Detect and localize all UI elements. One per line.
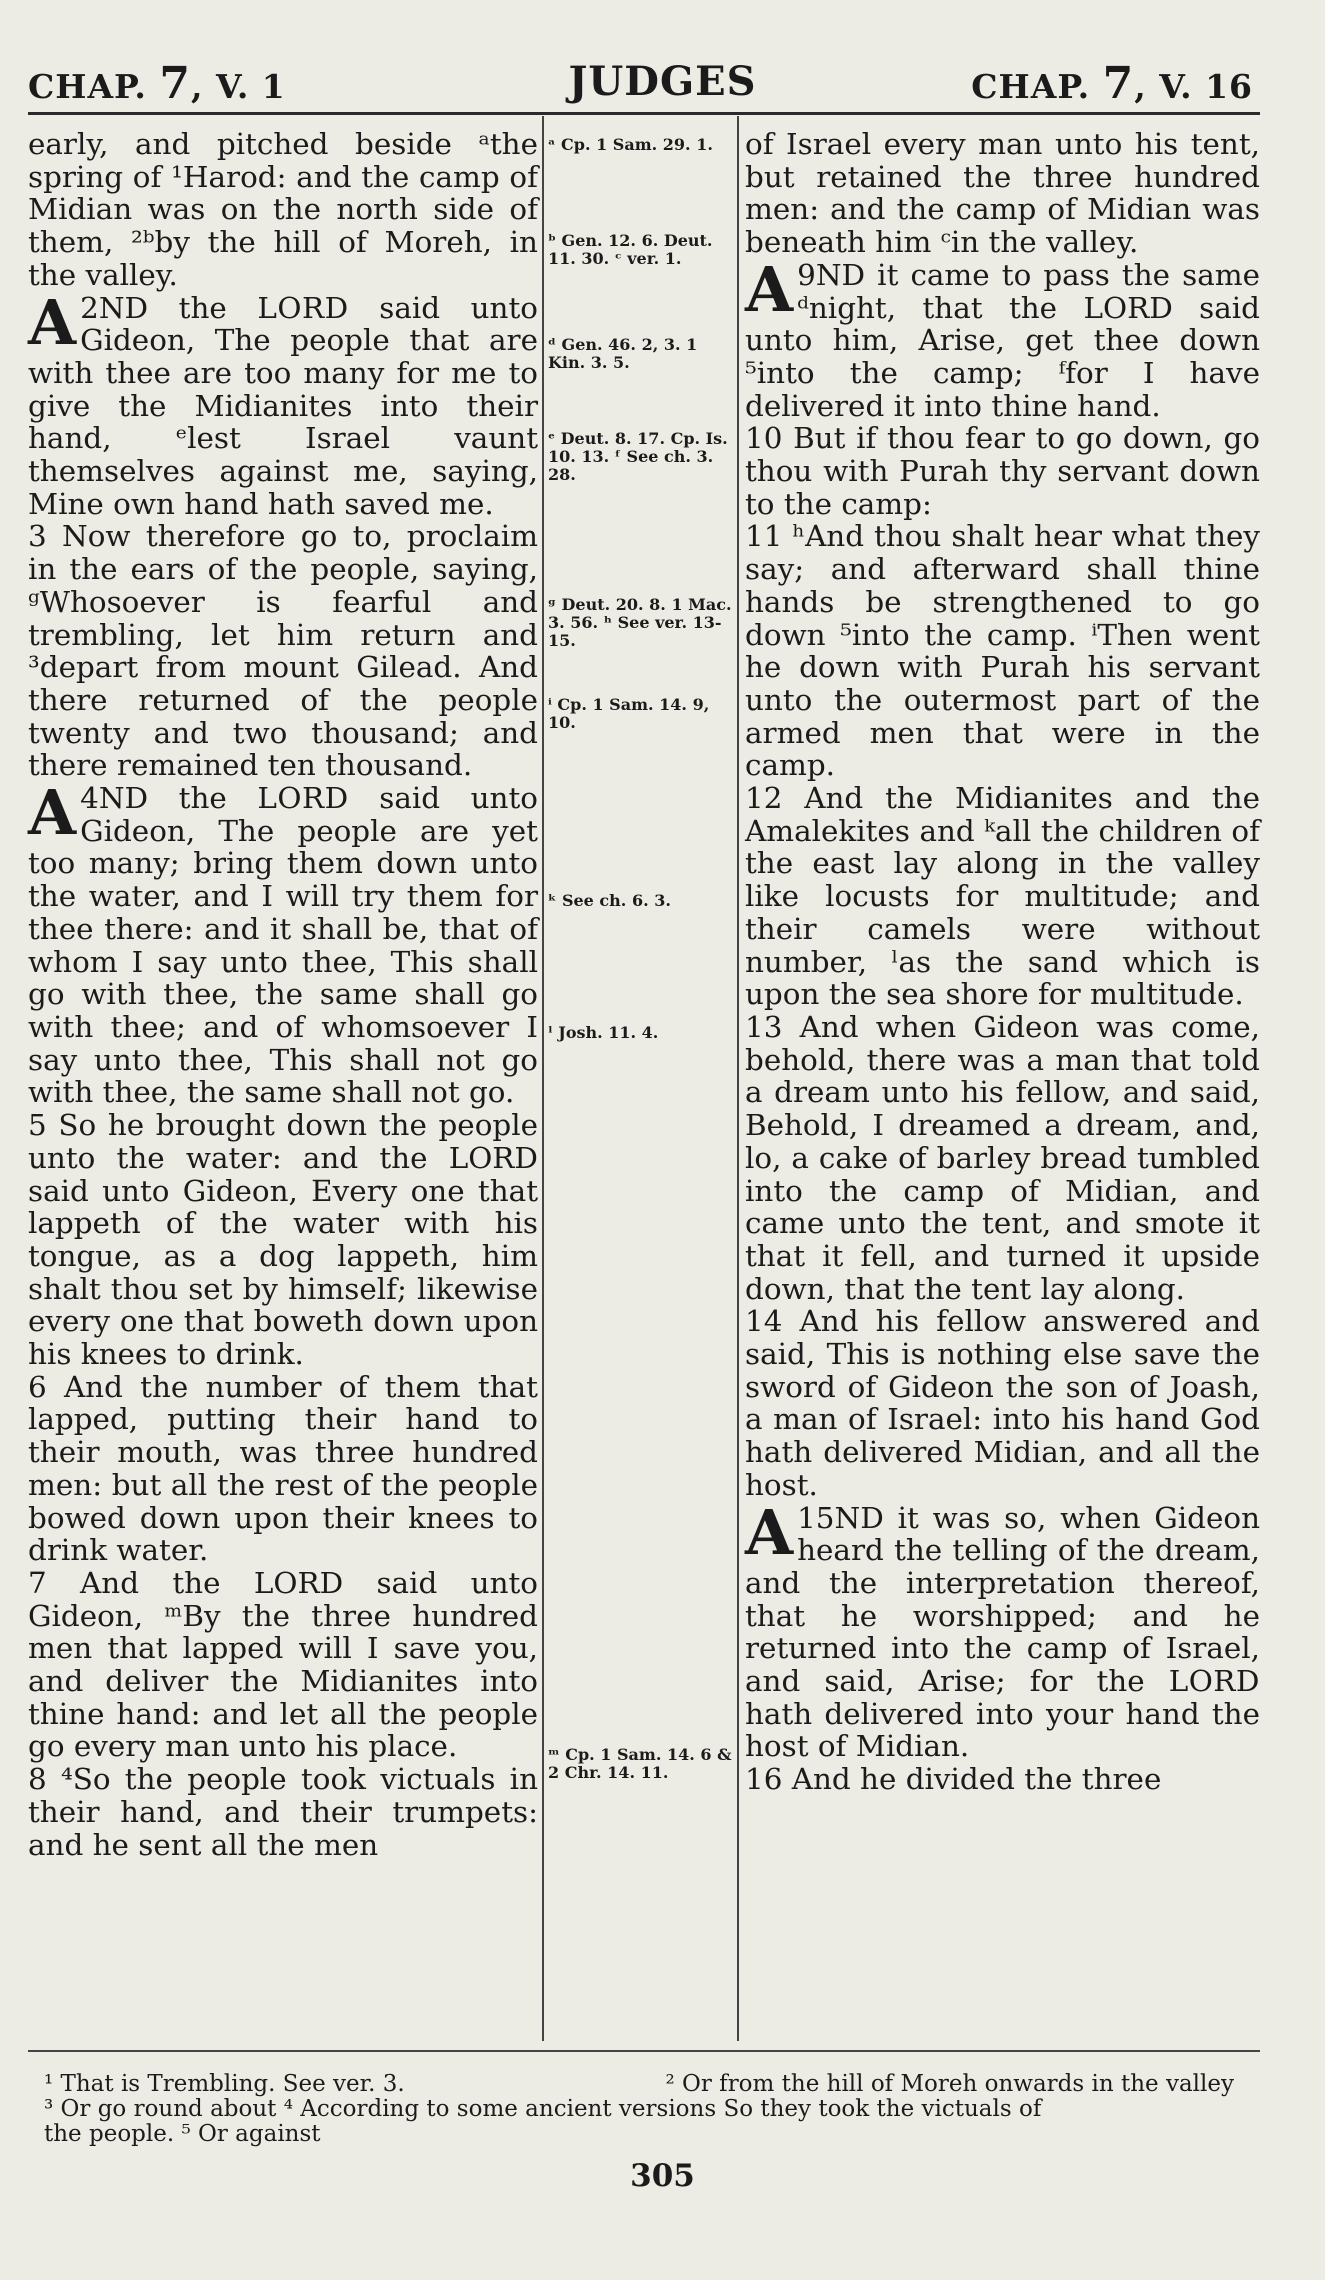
verse-paragraph: 9 A ND it came to pass the same ᵈnight, that the LORD said unto him, Arise, get thee down ⁵into the camp; ᶠfor I have delivered it into thine hand.: [745, 252, 1260, 423]
drop-cap: A: [28, 776, 77, 850]
book-title: JUDGES: [568, 58, 757, 105]
footnote-line: the people. ⁵ Or against: [44, 2121, 321, 2147]
verse-paragraph: 2 A ND the LORD said unto Gideon, The people that are with thee are too many for me to give the Midianites into their hand, ᵉlest Israel vaunt themselves against me, saying, Mine own hand hath saved me.: [28, 285, 538, 521]
header-right-chapter: CHAP. 7, V. 16: [971, 58, 1253, 109]
left-text-column: [28, 128, 538, 1861]
right-text-column: [745, 128, 1260, 1796]
cross-reference: ᵏ See ch. 6. 3.: [548, 891, 671, 910]
verse-paragraph: 12 And the Midianites and the Amalekites and ᵏall the children of the east lay along in the valley like locusts for multitude; and their camels were without number, ˡas the sand which is upon the sea shore for multitude.: [745, 781, 1260, 1012]
cross-reference: ˡ Josh. 11. 4.: [548, 1023, 659, 1042]
drop-cap: A: [745, 1495, 794, 1569]
footnote-line: ³ Or go round about ⁴ According to some ancient versions So they took the victuals of: [44, 2096, 1042, 2122]
verse-paragraph: 15 A ND it was so, when Gideon heard the telling of the dream, and the interpretation thereof, that he worshipped; and he returned into the camp of Israel, and said, Arise; for the LORD hath delivered into your hand the host of Midian.: [745, 1495, 1260, 1764]
verse-paragraph: 6 And the number of them that lapped, putting their hand to their mouth, was three hundred men: but all the rest of the people bowed down upon their knees to drink water.: [28, 1369, 538, 1568]
cross-reference: ᵍ Deut. 20. 8. 1 Mac. 3. 56. ʰ See ver. 13-15.: [548, 595, 732, 650]
verse-paragraph: early, and pitched beside ᵃthe spring of ¹Harod: and the camp of Midian was on the north side of them, ²ᵇby the hill of Moreh, in the valley.: [28, 127, 538, 292]
cross-reference: ᵇ Gen. 12. 6. Deut. 11. 30. ᶜ ver. 1.: [548, 231, 713, 268]
header-left-chapter: CHAP. 7, V. 1: [28, 58, 286, 109]
verse-paragraph: 10 But if thou fear to go down, go thou with Purah thy servant down to the camp:: [745, 421, 1260, 521]
verse-paragraph: 16 And he divided the three: [745, 1762, 1162, 1797]
verse-paragraph: of Israel every man unto his tent, but retained the three hundred men: and the camp of Midian was beneath him ᶜin the valley.: [745, 127, 1260, 260]
drop-cap: A: [745, 252, 794, 326]
cross-reference: ᵐ Cp. 1 Sam. 14. 6 & 2 Chr. 14. 11.: [548, 1745, 732, 1782]
footnotes: [44, 2072, 1264, 2147]
verse-paragraph: 13 And when Gideon was come, behold, there was a man that told a dream unto his fellow, and said, Behold, I dreamed a dream, and, lo, a cake of barley bread tumbled into the camp of Midian, and came unto the tent, and smote it that it fell, and turned it upside down, that the tent lay along.: [745, 1009, 1260, 1306]
cross-reference: ᵈ Gen. 46. 2, 3. 1 Kin. 3. 5.: [548, 335, 698, 372]
header-rule: [28, 112, 1260, 115]
footnote-line: ¹ That is Trembling. See ver. 3. ² Or from the hill of Moreh onwards in the valley: [44, 2071, 1234, 2097]
column-rule-right: [737, 116, 739, 2041]
verse-paragraph: 3 Now therefore go to, proclaim in the ears of the people, saying, ᵍWhosoever is fearful and trembling, let him return and ³depart from mount Gilead. And there returned of the people twenty and two thousand; and there remained ten thousand.: [28, 519, 538, 783]
cross-reference: ⁱ Cp. 1 Sam. 14. 9, 10.: [548, 695, 710, 732]
page-number: 305: [630, 2158, 695, 2194]
verse-paragraph: 7 And the LORD said unto Gideon, ᵐBy the three hundred men that lapped will I save you, and deliver the Midianites into thine hand: and let all the people go every man unto his place.: [28, 1565, 538, 1764]
verse-paragraph: 4 A ND the LORD said unto Gideon, The people are yet too many; bring them down unto the water, and I will try them for thee there: and it shall be, that of whom I say unto thee, This shall go with thee, the same shall go with thee; and of whomsoever I say unto thee, This shall not go with thee, the same shall not go.: [28, 776, 538, 1110]
verse-paragraph: 14 And his fellow answered and said, This is nothing else save the sword of Gideon the son of Joash, a man of Israel: into his hand God hath delivered Midian, and all the host.: [745, 1304, 1260, 1502]
verse-paragraph: 8 ⁴So the people took victuals in their hand, and their trumpets: and he sent all the men: [28, 1762, 538, 1862]
verse-paragraph: 5 So he brought down the people unto the water: and the LORD said unto Gideon, Every one that lappeth of the water with his tongue, as a dog lappeth, him shalt thou set by himself; likewise every one that boweth down upon his knees to drink.: [28, 1108, 538, 1372]
column-rule-left: [542, 116, 544, 2041]
cross-reference: ᵃ Cp. 1 Sam. 29. 1.: [548, 135, 713, 154]
verse-paragraph: 11 ʰAnd thou shalt hear what they say; and afterward shall thine hands be strengthened to go down ⁵into the camp. ⁱThen went he down with Purah his servant unto the outermost part of the armed men that were in the camp.: [745, 519, 1260, 783]
footnote-rule: [28, 2050, 1260, 2052]
drop-cap: A: [28, 285, 77, 359]
cross-reference: ᵉ Deut. 8. 17. Cp. Is. 10. 13. ᶠ See ch. 3. 28.: [548, 429, 728, 484]
